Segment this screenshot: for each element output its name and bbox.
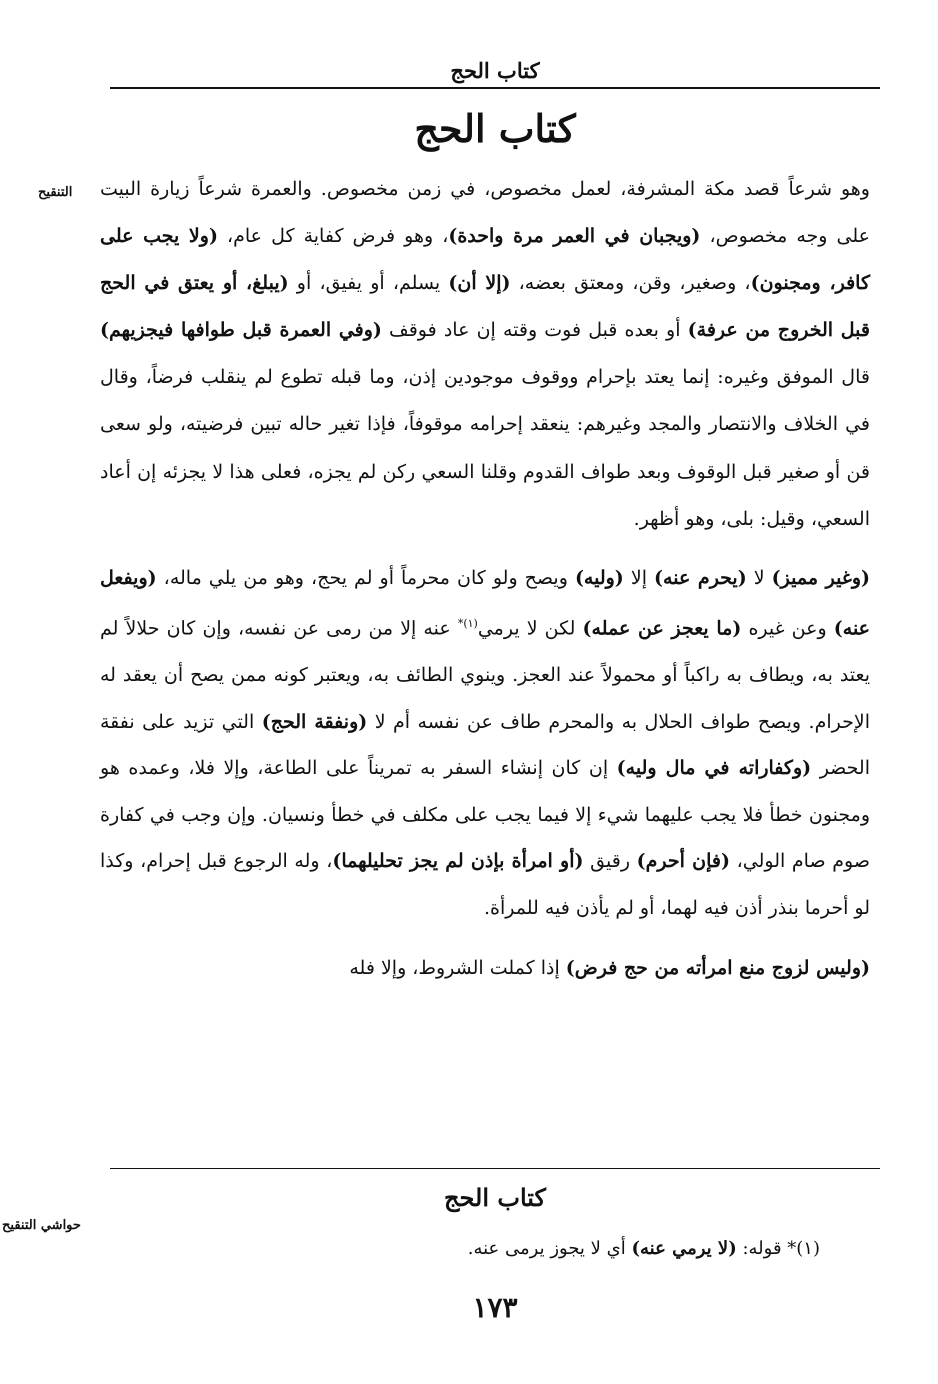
matn-text: (وليه)	[574, 566, 624, 589]
sharh-text: ويصح ولو كان محرماً أو لم يحج، وهو من يلي ماله،	[156, 566, 575, 589]
matn-text: (ويفعل عنه)	[100, 566, 871, 640]
matn-text: (لا يرمي عنه)	[631, 1238, 737, 1259]
matn-text: (يحرم عنه)	[654, 566, 747, 589]
matn-text: (وغير مميز)	[771, 566, 870, 589]
sharh-text: (١)* قوله:	[736, 1238, 820, 1259]
sharh-text: ، وصغير، وقن، ومعتق بعضه،	[510, 272, 751, 295]
matn-text: (إلا أن)	[448, 272, 511, 295]
sharh-text: ، وله الرجوع قبل إحرام، وكذا لو أحرما بنذر أذن فيه لهما، أو لم يأذن فيه للمرأة.	[100, 850, 870, 919]
sharh-text: إلا	[623, 566, 655, 589]
sharh-text: لا	[746, 566, 772, 589]
sharh-text: إن كان إنشاء السفر به تمريناً على الطاعة، وإلا فلا، وعمده هو ومجنون خطأ فلا يجب عليهما شيء إلا فيما يجب على مكلف في خطأ ونسيان. وإن وجب في كفارة صوم صام الولي،	[100, 757, 870, 873]
matn-text: (وفي العمرة قبل طوافها فيجزيهم)	[100, 319, 382, 342]
matn-text: (ونفقة الحج)	[261, 710, 368, 733]
paragraph	[100, 555, 870, 931]
sharh-text: إذا كملت الشروط، وإلا فله	[349, 957, 566, 980]
matn-text: (وكفاراته في مال وليه)	[616, 757, 812, 780]
sharh-text: أو بعده قبل فوت وقته إن عاد فوقف	[381, 319, 688, 342]
sharh-text: أي لا يجوز يرمى عنه.	[467, 1238, 632, 1259]
sharh-text: رقيق	[583, 850, 637, 873]
chapter-title: كتاب الحج	[414, 106, 576, 151]
footnote-marker: (١)*	[457, 617, 478, 631]
footnote-rule	[110, 1168, 880, 1169]
matn-text: (يبلغ، أو يعتق في الحج قبل الخروج من عرفة)	[100, 272, 870, 342]
margin-label-hawashi: حواشي التنقيح	[2, 1218, 81, 1233]
margin-label-tanqih: التنقيح	[38, 185, 73, 200]
main-text	[100, 166, 870, 991]
footnote-section-title: كتاب الحج	[444, 1183, 546, 1212]
matn-text: (وليس لزوج منع امرأته من حج فرض)	[565, 957, 870, 980]
sharh-text: التي تزيد على نفقة الحضر	[100, 710, 870, 780]
running-head: كتاب الحج	[450, 58, 540, 83]
page-number: ١٧٣	[472, 1291, 518, 1324]
sharh-text: قال الموفق وغيره: إنما يعتد بإحرام ووقوف موجودين إذن، وما قبله تطوع لم ينقلب فرضاً، وقال في الخلاف والانتصار والمجد وغيرهم: ينعقد إحرامه موقوفاً، فإذا تغير حاله تبين فرضيته، ولو سعى قن أو صغير قبل الوقوف وبعد طواف القدوم وقلنا السعي ركن لم يجزه، فعلى هذا لا يجزئه إن أعاد السعي، وقيل: بلى، وهو أظهر.	[100, 366, 870, 530]
sharh-text: يسلم، أو يفيق، أو	[288, 272, 449, 295]
sharh-text: وعن غيره	[741, 617, 834, 640]
matn-text: (ما يعجز عن عمله)	[582, 617, 742, 640]
footnote	[100, 1234, 820, 1264]
sharh-text: عنه إلا من رمى عن نفسه، وإن كان حلالاً لم يعتد به، ويطاف به راكباً أو محمولاً عند العجز. وينوي الطائف به، ويعتبر كونه ممن يصح أن يعقد له الإحرام. ويصح طواف الحلال به والمحرم طاف عن نفسه أم لا	[100, 617, 870, 733]
paragraph	[100, 166, 870, 543]
sharh-text: وهو شرعاً قصد مكة المشرفة، لعمل مخصوص، في زمن مخصوص. والعمرة شرعاً زيارة البيت على وجه مخصوص،	[100, 178, 870, 248]
matn-text: (ويجبان في العمر مرة واحدة)	[448, 225, 701, 248]
matn-text: (فإن أحرم)	[636, 850, 730, 873]
paragraph	[100, 945, 870, 991]
matn-text: (ولا يجب على كافر، ومجنون)	[100, 225, 870, 295]
matn-text: (أو امرأة بإذن لم يجز تحليلهما)	[332, 850, 584, 873]
sharh-text: لكن لا يرمي	[477, 617, 583, 640]
header-rule	[110, 87, 880, 89]
sharh-text: ، وهو فرض كفاية كل عام،	[217, 225, 449, 248]
